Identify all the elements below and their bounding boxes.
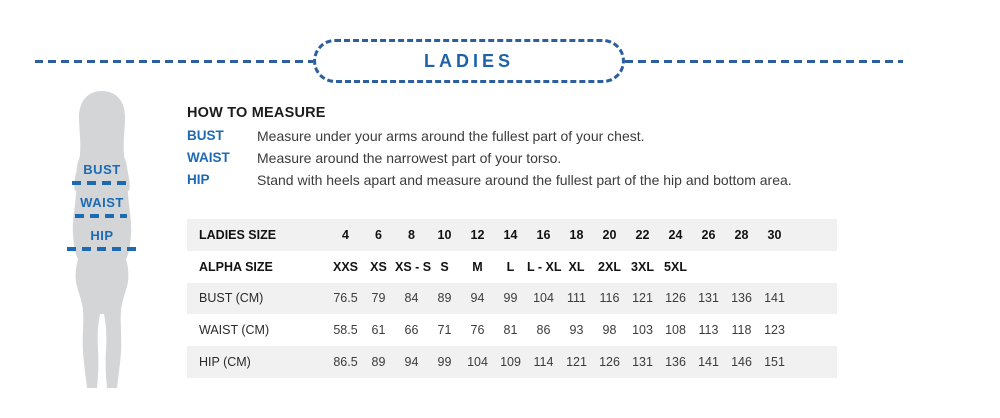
size-value-cell: 126: [599, 355, 620, 370]
size-value-cell: S: [440, 259, 449, 274]
size-value-cell: 89: [371, 355, 386, 370]
row-header: BUST (CM): [199, 291, 264, 306]
size-value-cell: 116: [599, 291, 620, 306]
size-value-cell: L - XL: [527, 259, 562, 274]
size-value-cell: XS - S: [395, 259, 432, 274]
size-value-cell: 126: [665, 291, 686, 306]
size-value-cell: 8: [408, 227, 415, 242]
size-value-cell: 86.5: [333, 355, 358, 370]
table-row: [187, 251, 837, 283]
size-value-cell: 28: [734, 227, 749, 242]
size-value-cell: 141: [698, 355, 719, 370]
measure-row-bust: [187, 129, 887, 143]
waist-guide-line: [75, 214, 127, 218]
header-dashed-line-right: [625, 60, 903, 63]
figure-hip-label: HIP: [90, 228, 114, 243]
size-value-cell: 146: [731, 355, 752, 370]
size-value-cell: 26: [701, 227, 716, 242]
size-value-cell: 12: [470, 227, 485, 242]
size-value-cell: 123: [764, 323, 785, 338]
size-value-cell: 14: [503, 227, 518, 242]
size-value-cell: 61: [371, 323, 386, 338]
size-value-cell: 118: [731, 323, 752, 338]
size-value-cell: 109: [500, 355, 521, 370]
size-value-cell: 22: [635, 227, 650, 242]
size-value-cell: 18: [569, 227, 584, 242]
size-value-cell: L: [506, 259, 515, 274]
size-value-cell: 2XL: [598, 259, 621, 274]
ladies-header-pill: [313, 39, 625, 83]
size-value-cell: 104: [467, 355, 488, 370]
hip-guide-line: [67, 247, 137, 251]
page-title: LADIES: [423, 50, 514, 71]
female-silhouette-figure: [42, 88, 162, 402]
size-value-cell: 103: [632, 323, 653, 338]
size-value-cell: 86: [536, 323, 551, 338]
row-header: HIP (CM): [199, 355, 251, 370]
size-value-cell: 111: [566, 291, 586, 306]
size-value-cell: XXS: [332, 259, 358, 274]
header-dashed-line-left: [35, 60, 313, 63]
size-value-cell: 131: [632, 355, 653, 370]
size-value-cell: 4: [342, 227, 349, 242]
how-to-measure-section: [187, 105, 887, 187]
size-value-cell: XL: [568, 259, 585, 274]
waist-label: WAIST: [187, 150, 230, 165]
waist-description: Measure around the narrowest part of your torso.: [257, 150, 562, 166]
measure-row-hip: [187, 173, 887, 187]
size-value-cell: 79: [371, 291, 386, 306]
figure-bust-label: BUST: [83, 162, 121, 177]
hip-label: HIP: [187, 172, 210, 187]
size-value-cell: 89: [437, 291, 452, 306]
table-row: [187, 219, 837, 251]
size-value-cell: 16: [536, 227, 551, 242]
hip-description: Stand with heels apart and measure around the fullest part of the hip and bottom area.: [257, 172, 792, 188]
size-value-cell: 136: [731, 291, 752, 306]
size-value-cell: 99: [503, 291, 518, 306]
size-value-cell: 30: [767, 227, 782, 242]
figure-waist-label: WAIST: [80, 195, 124, 210]
bust-label: BUST: [187, 128, 224, 143]
size-value-cell: 98: [602, 323, 617, 338]
size-value-cell: 141: [764, 291, 785, 306]
how-to-measure-heading: HOW TO MEASURE: [187, 105, 326, 121]
size-value-cell: 104: [533, 291, 554, 306]
size-value-cell: 58.5: [333, 323, 358, 338]
size-value-cell: 66: [404, 323, 419, 338]
size-value-cell: 81: [503, 323, 518, 338]
table-row: [187, 283, 837, 315]
size-value-cell: 76: [470, 323, 485, 338]
row-header: LADIES SIZE: [199, 227, 277, 242]
size-value-cell: 71: [437, 323, 452, 338]
size-value-cell: 10: [437, 227, 452, 242]
size-value-cell: 131: [698, 291, 719, 306]
table-row: [187, 314, 837, 346]
size-value-cell: 6: [375, 227, 382, 242]
size-value-cell: 76.5: [333, 291, 358, 306]
size-value-cell: 93: [569, 323, 584, 338]
size-value-cell: 114: [533, 355, 554, 370]
ladies-size-table: [187, 219, 837, 378]
size-value-cell: 121: [632, 291, 653, 306]
size-value-cell: 24: [668, 227, 683, 242]
size-value-cell: M: [472, 259, 483, 274]
size-value-cell: 5XL: [664, 259, 687, 274]
measure-row-waist: [187, 151, 887, 165]
size-value-cell: 151: [764, 355, 785, 370]
row-header: WAIST (CM): [199, 323, 270, 338]
bust-description: Measure under your arms around the fullest part of your chest.: [257, 128, 645, 144]
row-header: ALPHA SIZE: [199, 259, 273, 274]
size-value-cell: XS: [370, 259, 387, 274]
size-value-cell: 121: [566, 355, 587, 370]
size-value-cell: 99: [437, 355, 452, 370]
size-value-cell: 136: [665, 355, 686, 370]
size-value-cell: 3XL: [631, 259, 654, 274]
size-value-cell: 108: [665, 323, 686, 338]
size-value-cell: 94: [470, 291, 485, 306]
table-row: [187, 346, 837, 378]
size-value-cell: 20: [602, 227, 617, 242]
size-value-cell: 113: [698, 323, 719, 338]
female-silhouette-icon: [42, 88, 162, 402]
bust-guide-line: [72, 181, 132, 185]
header-band: [35, 38, 903, 84]
size-value-cell: 94: [404, 355, 419, 370]
size-value-cell: 84: [404, 291, 419, 306]
